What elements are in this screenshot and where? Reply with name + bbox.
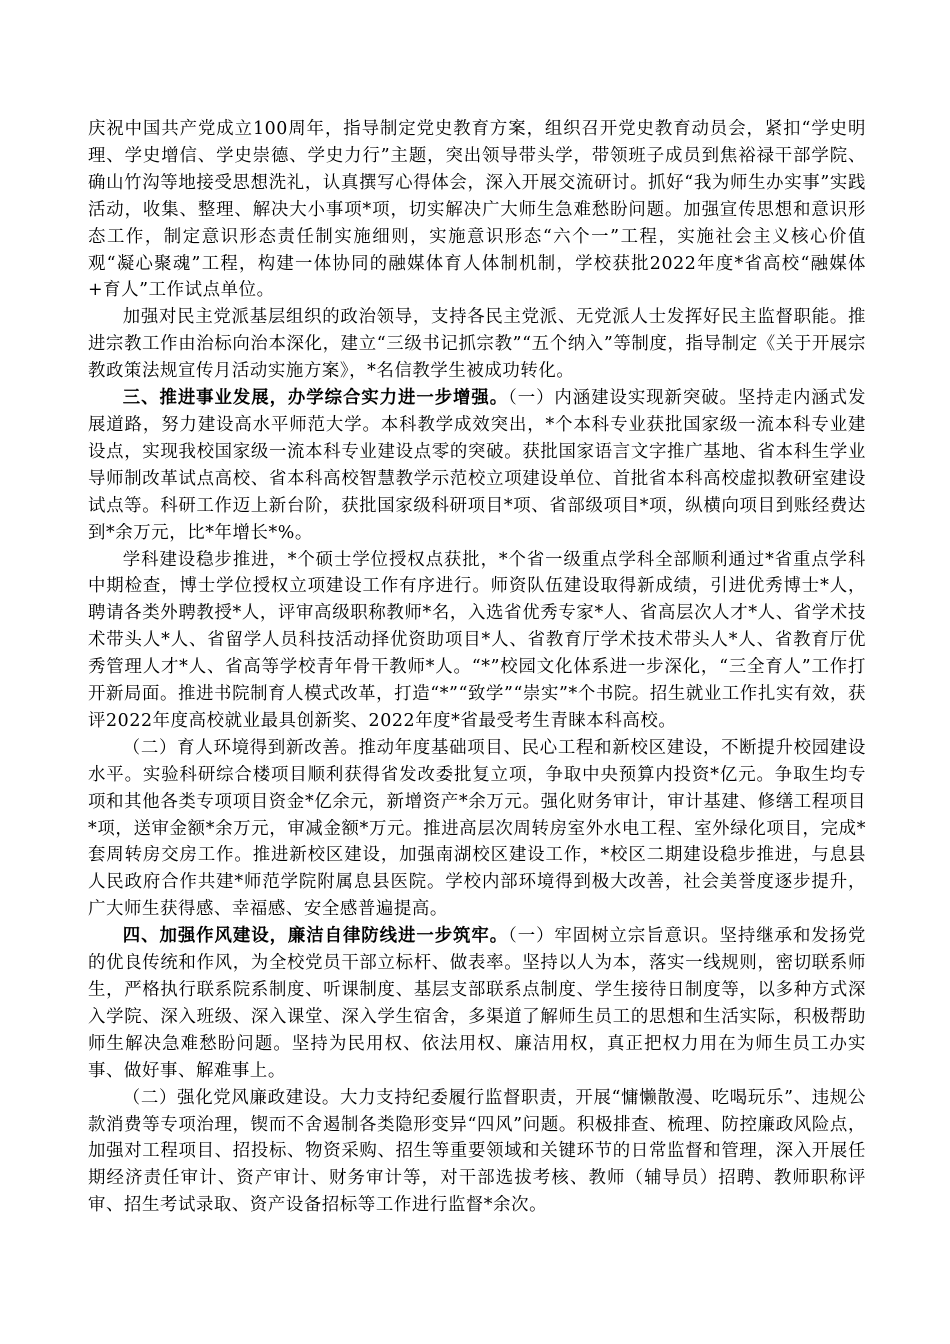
paragraph-1 — [88, 116, 866, 304]
paragraph-2-text: 加强对民主党派基层组织的政治领导，支持各民主党派、无党派人士发挥好民主监督职能。推进宗教工作由治标向治本深化，建立“三级书记抓宗教”“五个纳入”等制度，指导制定《关于开展宗教政策法规宣传月活动实施方案》，*名信教学生被成功转化。 — [88, 307, 866, 382]
section-heading-4: 四、加强作风建设，廉洁自律防线进一步筑牢。 — [122, 926, 509, 947]
section-heading-3: 三、推进事业发展，办学综合实力进一步增强。 — [122, 388, 509, 409]
paragraph-6 — [88, 923, 866, 1084]
paragraph-1-text: 庆祝中国共产党成立100周年，指导制定党史教育方案，组织召开党史教育动员会，紧扣“学史明理、学史增信、学史崇德、学史力行”主题，突出领导带头学，带领班子成员到焦裕禄干部学院、确山竹沟等地接受思想洗礼，认真撰写心得体会，深入开展交流研讨。抓好“我为师生办实事”实践活动，收集、整理、解决大小事项*项，切实解决广大师生急难愁盼问题。加强宣传思想和意识形态工作，制定意识形态责任制实施细则，实施意识形态“六个一”工程，实施社会主义核心价值观“凝心聚魂”工程，构建一体协同的融媒体育人体制机制，学校获批2022年度*省高校“融媒体+育人”工作试点单位。 — [88, 119, 866, 301]
paragraph-2 — [88, 304, 866, 385]
paragraph-4-text: 学科建设稳步推进，*个硕士学位授权点获批，*个省一级重点学科全部顺利通过*省重点学科中期检查，博士学位授权立项建设工作有序进行。师资队伍建设取得新成绩，引进优秀博士*人，聘请各类外聘教授*人，评审高级职称教师*名，入选省优秀专家*人、省高层次人才*人、省学术技术带头人*人、省留学人员科技活动择优资助项目*人、省教育厅学术技术带头人*人、省教育厅优秀管理人才*人、省高等学校青年骨干教师*人。“*”校园文化体系进一步深化，“三全育人”工作打开新局面。推进书院制育人模式改革，打造“*”“致学”“崇实”*个书院。招生就业工作扎实有效，获评2022年度高校就业最具创新奖、2022年度*省最受考生青睐本科高校。 — [88, 549, 866, 731]
paragraph-3-text: （一）内涵建设实现新突破。坚持走内涵式发展道路，努力建设高水平师范大学。本科教学成效突出，*个本科专业获批国家级一流本科专业建设点，实现我校国家级一流本科专业建设点零的突破。获批国家语言文字推广基地、省本科生学业导师制改革试点高校、省本科高校智慧教学示范校立项建设单位、首批省本科高校虚拟教研室建设试点等。科研工作迈上新台阶，获批国家级科研项目*项、省部级项目*项，纵横向项目到账经费达到*余万元，比*年增长*%。 — [88, 388, 866, 543]
paragraph-7 — [88, 1085, 866, 1220]
paragraph-3 — [88, 385, 866, 546]
paragraph-5 — [88, 735, 866, 923]
paragraph-7-text: （二）强化党风廉政建设。大力支持纪委履行监督职责，开展“慵懒散漫、吃喝玩乐”、违规公款消费等专项治理，锲而不舍遏制各类隐形变异“四风”问题。积极排查、梳理、防控廉政风险点，加强对工程项目、招投标、物资采购、招生等重要领域和关键环节的日常监督和管理，深入开展任期经济责任审计、资产审计、财务审计等，对干部选拔考核、教师（辅导员）招聘、教师职称评审、招生考试录取、资产设备招标等工作进行监督*余次。 — [88, 1087, 866, 1216]
paragraph-6-text: （一）牢固树立宗旨意识。坚持继承和发扬党的优良传统和作风，为全校党员干部立标杆、做表率。坚持以人为本，落实一线规则，密切联系师生，严格执行联系院系制度、听课制度、基层支部联系点制度、学生接待日制度等，以多种方式深入学院、深入班级、深入课堂、深入学生宿舍，多渠道了解师生员工的思想和生活实际，积极帮助师生解决急难愁盼问题。坚持为民用权、依法用权、廉洁用权，真正把权力用在为师生员工办实事、做好事、解难事上。 — [88, 926, 866, 1081]
paragraph-5-text: （二）育人环境得到新改善。推动年度基础项目、民心工程和新校区建设，不断提升校园建设水平。实验科研综合楼项目顺利获得省发改委批复立项，争取中央预算内投资*亿元。争取生均专项和其他各类专项项目资金*亿余元，新增资产*余万元。强化财务审计，审计基建、修缮工程项目*项，送审金额*余万元，审减金额*万元。推进高层次周转房室外水电工程、室外绿化项目，完成*套周转房交房工作。推进新校区建设，加强南湖校区建设工作，*校区二期建设稳步推进，与息县人民政府合作共建*师范学院附属息县医院。学校内部环境得到极大改善，社会美誉度逐步提升，广大师生获得感、幸福感、安全感普遍提高。 — [88, 737, 866, 920]
paragraph-4 — [88, 547, 866, 735]
document-body — [88, 116, 866, 1219]
